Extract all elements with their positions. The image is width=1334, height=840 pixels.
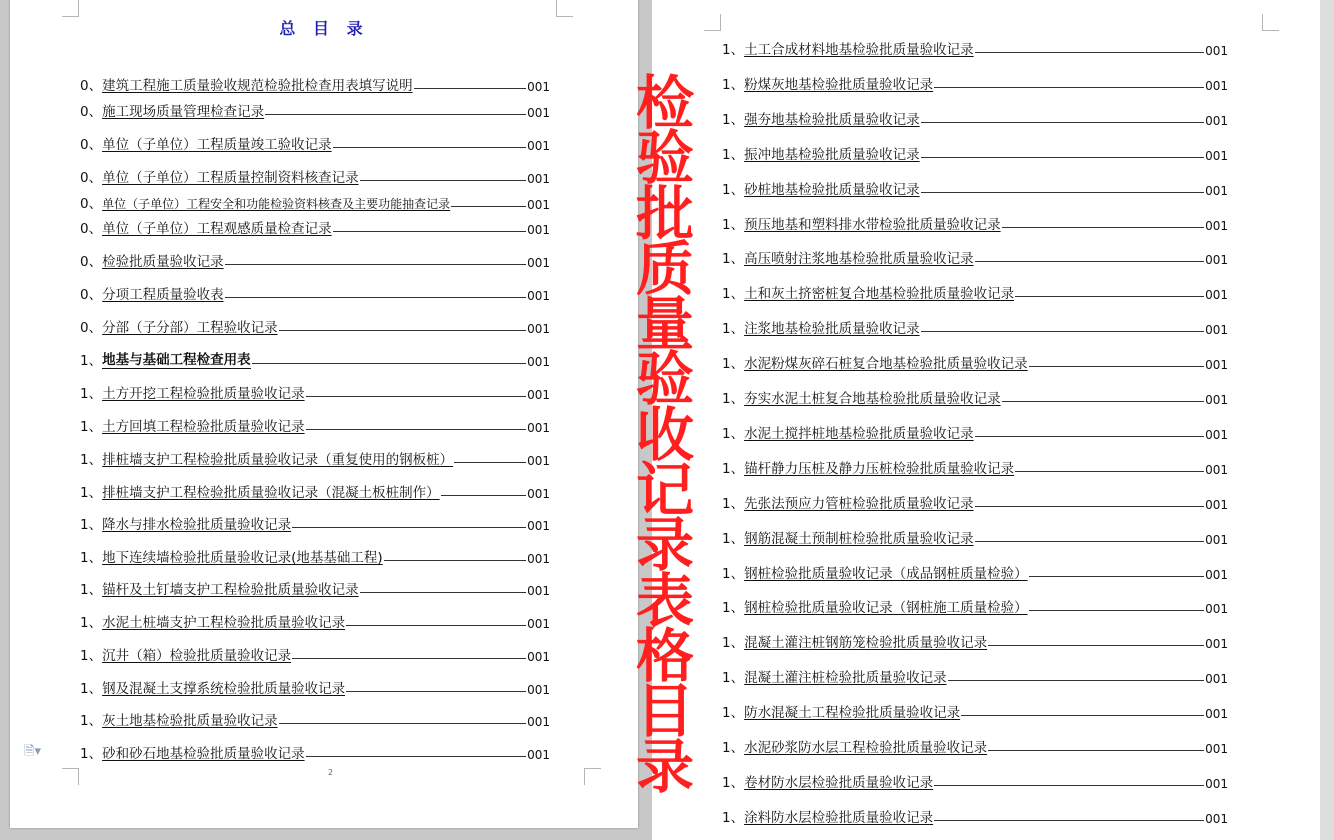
toc-entry-number: 1、: [722, 76, 745, 93]
toc-page-number: 001: [527, 223, 550, 237]
toc-leader-line: [975, 261, 1205, 262]
margin-corner-bottom-left: [62, 768, 79, 785]
page-number: 2: [328, 768, 334, 777]
banner-title: [630, 69, 700, 801]
toc-entry-link[interactable]: 单位（子单位）工程质量竣工验收记录: [102, 137, 332, 153]
toc-leader-line: [306, 429, 527, 430]
toc-entry-link[interactable]: 卷材防水层检验批质量验收记录: [744, 774, 934, 791]
toc-page-number: 001: [1205, 288, 1228, 303]
toc-page-number: 001: [527, 322, 550, 336]
toc-entry[interactable]: [722, 738, 1228, 756]
toc-leader-line: [1015, 471, 1204, 472]
toc-entry-link[interactable]: 预压地基和塑料排水带检验批质量验收记录: [744, 216, 1001, 233]
toc-leader-line: [441, 495, 527, 496]
toc-entry-link[interactable]: 水泥土桩墙支护工程检验批质量验收记录: [102, 615, 346, 631]
toc-leader-line: [975, 436, 1205, 437]
toc-page-number: 001: [527, 650, 550, 664]
toc-page-number: 001: [1205, 44, 1228, 58]
toc-entry-number: 0、: [80, 221, 103, 237]
toc-leader-line: [225, 264, 527, 265]
toc-entry-number: 1、: [722, 705, 745, 722]
toc-entry[interactable]: [722, 75, 1228, 93]
toc-leader-line: [279, 330, 527, 331]
toc-entry-link[interactable]: 钢及混凝土支撑系统检验批质量验收记录: [102, 681, 346, 697]
toc-entry-link[interactable]: 分项工程质量验收表: [102, 287, 224, 303]
toc-entry[interactable]: [80, 744, 550, 762]
toc-entry-number: 1、: [80, 550, 103, 566]
toc-entry-number: 0、: [80, 254, 103, 270]
toc-entry-number: 0、: [80, 320, 103, 336]
toc-entry[interactable]: [80, 450, 550, 468]
toc-page-number: 001: [1205, 497, 1228, 512]
toc-page-number: 001: [1205, 602, 1228, 617]
toc-entry-number: 0、: [80, 78, 103, 94]
toc-entry-number: 1、: [722, 42, 745, 58]
vertical-scrollbar[interactable]: [1320, 0, 1334, 840]
toc-page-number: 001: [1205, 323, 1228, 338]
toc-entry[interactable]: [722, 529, 1228, 547]
toc-entry-link[interactable]: 锚杆及土钉墙支护工程检验批质量验收记录: [102, 582, 359, 598]
toc-entry-link[interactable]: 高压喷射注浆地基检验批质量验收记录: [744, 251, 974, 268]
toc-page-number: 001: [1205, 78, 1228, 93]
toc-leader-line: [988, 750, 1204, 751]
toc-entry-number: 1、: [722, 635, 745, 652]
toc-entry-link[interactable]: 注浆地基检验批质量验收记录: [744, 321, 920, 338]
banner-char: 批: [635, 179, 694, 248]
toc-entry[interactable]: [80, 285, 550, 303]
toc-leader-line: [454, 462, 526, 463]
toc-page-number: 001: [1205, 567, 1228, 582]
toc-entry[interactable]: [722, 389, 1228, 407]
toc-leader-line: [1029, 366, 1205, 367]
toc-leader-line: [292, 658, 526, 659]
toc-page-number: 001: [527, 552, 550, 566]
toc-leader-line: [921, 157, 1205, 158]
toc-entry[interactable]: [722, 703, 1228, 721]
toc-entry[interactable]: [722, 249, 1228, 267]
toc-page-number: 001: [527, 519, 550, 533]
banner-char: 收: [635, 400, 694, 469]
toc-entry-link[interactable]: 涂料防水层检验批质量验收记录: [744, 809, 934, 826]
toc-page-number: 001: [1205, 742, 1228, 756]
banner-char: 验: [635, 124, 694, 193]
toc-leader-line: [988, 645, 1204, 646]
toc-page-number: 001: [527, 80, 550, 94]
toc-entry-link[interactable]: 夯实水泥土桩复合地基检验批质量验收记录: [744, 391, 1001, 407]
toc-entry[interactable]: [80, 515, 550, 533]
toc-page-number: 001: [1205, 183, 1228, 198]
toc-leader-line: [1029, 610, 1205, 611]
toc-entry-link[interactable]: 土和灰土挤密桩复合地基检验批质量验收记录: [744, 286, 1015, 303]
toc-page-number: 001: [527, 683, 550, 697]
margin-corner-top-right: [1262, 14, 1279, 31]
toc-page-number: 001: [527, 139, 550, 153]
toc-entry-link[interactable]: 地基与基础工程检查用表: [102, 348, 251, 369]
toc-entry-number: 1、: [722, 740, 745, 756]
toc-leader-line: [346, 625, 526, 626]
toc-entry-number: 1、: [80, 681, 103, 697]
toc-page-number: 001: [1205, 148, 1228, 163]
toc-title: 总 目 录: [279, 19, 369, 38]
toc-entry[interactable]: [80, 417, 550, 435]
toc-entry-number: 1、: [722, 530, 745, 547]
toc-entry-number: 1、: [722, 425, 745, 442]
toc-entry-number: 1、: [80, 648, 103, 664]
toc-entry[interactable]: [722, 284, 1228, 302]
banner-char: 记: [635, 456, 694, 525]
toc-page-number: 001: [527, 584, 550, 598]
toc-leader-line: [225, 297, 527, 298]
toc-page-number: 001: [527, 454, 550, 468]
banner-char: 检: [635, 69, 694, 137]
toc-leader-line: [265, 114, 526, 115]
toc-entry-number: 1、: [722, 356, 745, 373]
toc-entry-link[interactable]: 灰土地基检验批质量验收记录: [102, 713, 278, 729]
toc-entry-link[interactable]: 施工现场质量管理检查记录: [102, 104, 265, 120]
banner-char: 目: [635, 677, 694, 746]
document-icon[interactable]: 🗎▾: [24, 744, 41, 759]
toc-entry-number: 1、: [80, 452, 103, 468]
toc-entry-number: 0、: [80, 137, 103, 153]
toc-entry[interactable]: [80, 194, 550, 212]
toc-entry[interactable]: [80, 219, 550, 237]
toc-entry-link[interactable]: 粉煤灰地基检验批质量验收记录: [744, 76, 934, 93]
toc-entry[interactable]: [80, 76, 550, 94]
toc-leader-line: [346, 691, 526, 692]
toc-entry[interactable]: [80, 679, 550, 697]
toc-entry-link[interactable]: 地下连续墙检验批质量验收记录(地基基础工程): [102, 550, 383, 566]
margin-corner-top-left: [704, 14, 721, 31]
toc-leader-line: [360, 592, 527, 593]
toc-leader-line: [360, 180, 527, 181]
toc-leader-line: [921, 192, 1205, 193]
left-document-page: [10, 0, 638, 828]
toc-page-number: 001: [527, 388, 550, 402]
toc-entry[interactable]: [80, 252, 550, 270]
toc-leader-line: [975, 52, 1205, 53]
toc-entry-number: 1、: [80, 419, 103, 435]
toc-leader-line: [1002, 401, 1205, 402]
toc-leader-line: [414, 88, 527, 89]
toc-entry-link[interactable]: 土方回填工程检验批质量验收记录: [102, 419, 305, 435]
toc-leader-line: [451, 206, 526, 207]
toc-entry-number: 1、: [80, 517, 103, 533]
toc-entry-number: 1、: [722, 216, 745, 233]
toc-entry-number: 1、: [722, 495, 745, 512]
toc-entry-link[interactable]: 排桩墙支护工程检验批质量验收记录（重复使用的钢板桩）: [102, 452, 454, 468]
toc-entry-number: 1、: [80, 485, 103, 501]
toc-entry[interactable]: [80, 548, 550, 566]
toc-entry-number: 0、: [80, 170, 103, 186]
toc-leader-line: [921, 331, 1205, 332]
toc-entry-number: 1、: [80, 386, 103, 402]
toc-entry[interactable]: [722, 424, 1228, 442]
toc-entry[interactable]: [80, 483, 550, 501]
toc-entry[interactable]: [80, 646, 550, 664]
toc-entry-number: 1、: [722, 565, 745, 582]
toc-entry[interactable]: [80, 318, 550, 336]
toc-entry-number: 1、: [722, 286, 745, 303]
toc-page-number: 001: [1205, 358, 1228, 373]
toc-entry-link[interactable]: 分部（子分部）工程验收记录: [102, 320, 278, 336]
toc-page-number: 001: [1205, 393, 1228, 407]
margin-corner-bottom-right: [584, 768, 601, 785]
toc-entry-link[interactable]: 建筑工程施工质量验收规范检验批检查用表填写说明: [102, 78, 413, 94]
toc-entry-number: 1、: [722, 460, 745, 477]
toc-leader-line: [961, 715, 1204, 716]
toc-entry[interactable]: [722, 180, 1228, 198]
toc-leader-line: [948, 680, 1205, 681]
right-document-page: [652, 0, 1320, 840]
toc-entry-link[interactable]: 降水与排水检验批质量验收记录: [102, 517, 292, 533]
toc-entry[interactable]: [722, 668, 1228, 686]
toc-entry[interactable]: [722, 354, 1228, 372]
toc-entry-number: 1、: [80, 582, 103, 598]
toc-leader-line: [934, 820, 1204, 821]
toc-leader-line: [279, 723, 527, 724]
margin-corner-top-right: [556, 0, 573, 17]
toc-leader-line: [1002, 227, 1205, 228]
toc-entry-link[interactable]: 钢筋混凝土预制桩检验批质量验收记录: [744, 530, 974, 547]
toc-entry-link[interactable]: 先张法预应力管桩检验批质量验收记录: [744, 495, 974, 512]
toc-entry-link[interactable]: 混凝土灌注桩钢筋笼检验批质量验收记录: [744, 635, 988, 652]
toc-page-number: 001: [527, 172, 550, 186]
toc-page-number: 001: [527, 106, 550, 120]
toc-entry-number: 1、: [80, 353, 103, 369]
toc-entry[interactable]: [722, 633, 1228, 651]
toc-page-number: 001: [527, 421, 550, 435]
toc-leader-line: [333, 147, 527, 148]
toc-entry[interactable]: [722, 564, 1228, 582]
margin-corner-top-left: [62, 0, 79, 17]
toc-leader-line: [306, 396, 527, 397]
toc-leader-line: [384, 560, 526, 561]
toc-page-number: 001: [527, 289, 550, 303]
toc-entry-number: 1、: [722, 181, 745, 198]
toc-entry[interactable]: [722, 319, 1228, 337]
toc-leader-line: [1015, 296, 1204, 297]
toc-entry-number: 1、: [80, 615, 103, 631]
toc-page-number: 001: [1205, 776, 1228, 791]
toc-entry[interactable]: [722, 459, 1228, 477]
toc-page-number: 001: [1205, 218, 1228, 233]
toc-entry-link[interactable]: 防水混凝土工程检验批质量验收记录: [744, 705, 961, 722]
toc-entry-link[interactable]: 土工合成材料地基检验批质量验收记录: [744, 42, 974, 58]
toc-leader-line: [333, 231, 527, 232]
toc-entry-number: 1、: [80, 746, 103, 762]
toc-entry-number: 1、: [722, 251, 745, 268]
toc-entry-link[interactable]: 砂桩地基检验批质量验收记录: [744, 181, 920, 198]
banner-char: 表: [635, 566, 694, 635]
toc-entry[interactable]: [80, 384, 550, 402]
banner-char: 格: [635, 621, 694, 690]
toc-entry[interactable]: [722, 215, 1228, 233]
toc-page-number: 001: [1205, 707, 1228, 722]
toc-entry[interactable]: [722, 145, 1228, 163]
toc-entry-link[interactable]: 锚杆静力压桩及静力压桩检验批质量验收记录: [744, 460, 1015, 477]
toc-entry-number: 0、: [80, 196, 103, 212]
toc-page-number: 001: [1205, 427, 1228, 442]
toc-entry-link[interactable]: 钢桩检验批质量验收记录（成品钢桩质量检验）: [744, 565, 1028, 582]
banner-char: 录: [635, 732, 694, 801]
toc-entry[interactable]: [722, 40, 1228, 58]
toc-page-number: 001: [527, 198, 550, 212]
toc-page-number: 001: [527, 715, 550, 729]
toc-entry-link[interactable]: 排桩墙支护工程检验批质量验收记录（混凝土板桩制作）: [102, 485, 440, 501]
toc-entry-number: 1、: [722, 670, 745, 687]
toc-leader-line: [306, 756, 527, 757]
toc-entry-link[interactable]: 振冲地基检验批质量验收记录: [744, 146, 920, 163]
toc-entry-number: 1、: [722, 111, 745, 128]
toc-page-number: 001: [527, 355, 550, 369]
toc-entry[interactable]: [722, 110, 1228, 128]
toc-page-number: 001: [1205, 532, 1228, 547]
banner-char: 录: [635, 511, 694, 580]
banner-char: 验: [635, 345, 694, 414]
toc-entry-link[interactable]: 水泥粉煤灰碎石桩复合地基检验批质量验收记录: [744, 356, 1028, 373]
toc-entry-number: 1、: [722, 809, 745, 826]
toc-entry-number: 1、: [80, 713, 103, 729]
toc-entry-link[interactable]: 混凝土灌注桩检验批质量验收记录: [744, 670, 947, 687]
toc-entry[interactable]: [80, 135, 550, 153]
toc-entry-link[interactable]: 钢桩检验批质量验收记录（钢桩施工质量检验）: [744, 600, 1028, 617]
toc-page-number: 001: [527, 256, 550, 270]
toc-page-number: 001: [527, 748, 550, 762]
banner-char: 质: [635, 234, 694, 303]
toc-leader-line: [1029, 576, 1205, 577]
toc-entry[interactable]: [80, 168, 550, 186]
toc-page-number: 001: [527, 487, 550, 501]
toc-entry[interactable]: [80, 102, 550, 120]
toc-entry-link[interactable]: 单位（子单位）工程观感质量检查记录: [102, 221, 332, 237]
toc-page-number: 001: [1205, 462, 1228, 477]
toc-entry[interactable]: [722, 494, 1228, 512]
toc-entry-number: 1、: [722, 146, 745, 163]
toc-entry-number: 1、: [722, 600, 745, 617]
toc-leader-line: [252, 363, 527, 364]
toc-entry[interactable]: [80, 613, 550, 631]
toc-page-number: 001: [1205, 113, 1228, 128]
toc-leader-line: [292, 527, 526, 528]
toc-entry-link[interactable]: 单位（子单位）工程安全和功能检验资料核查及主要功能抽查记录: [102, 197, 451, 211]
toc-page-number: 001: [1205, 811, 1228, 826]
toc-leader-line: [975, 506, 1205, 507]
toc-entry[interactable]: [722, 808, 1228, 826]
toc-entry-number: 1、: [722, 774, 745, 791]
toc-entry-number: 0、: [80, 287, 103, 303]
toc-page-number: 001: [1205, 672, 1228, 687]
toc-entry-link[interactable]: 水泥土搅拌桩地基检验批质量验收记录: [744, 425, 974, 442]
toc-entry-number: 1、: [722, 391, 745, 407]
toc-leader-line: [934, 785, 1204, 786]
toc-entry-link[interactable]: 砂和砂石地基检验批质量验收记录: [102, 746, 305, 762]
toc-leader-line: [975, 541, 1205, 542]
toc-entry[interactable]: [80, 580, 550, 598]
toc-leader-line: [934, 87, 1204, 88]
toc-entry-link[interactable]: 土方开挖工程检验批质量验收记录: [102, 386, 305, 402]
toc-page-number: 001: [1205, 253, 1228, 268]
toc-entry[interactable]: [80, 711, 550, 729]
toc-entry-link[interactable]: 强夯地基检验批质量验收记录: [744, 111, 920, 128]
toc-entry[interactable]: [722, 598, 1228, 616]
toc-entry-link[interactable]: 水泥砂浆防水层工程检验批质量验收记录: [744, 740, 988, 756]
toc-entry[interactable]: [722, 773, 1228, 791]
banner-char: 量: [635, 290, 694, 359]
toc-entry-number: 0、: [80, 104, 103, 120]
toc-page-number: 001: [1205, 637, 1228, 652]
toc-entry-link[interactable]: 检验批质量验收记录: [102, 254, 224, 270]
toc-entry-link[interactable]: 沉井（箱）检验批质量验收记录: [102, 648, 292, 664]
toc-leader-line: [921, 122, 1205, 123]
toc-entry-number: 1、: [722, 321, 745, 338]
toc-entry[interactable]: [80, 351, 550, 369]
toc-entry-link[interactable]: 单位（子单位）工程质量控制资料核查记录: [102, 170, 359, 186]
toc-page-number: 001: [527, 617, 550, 631]
